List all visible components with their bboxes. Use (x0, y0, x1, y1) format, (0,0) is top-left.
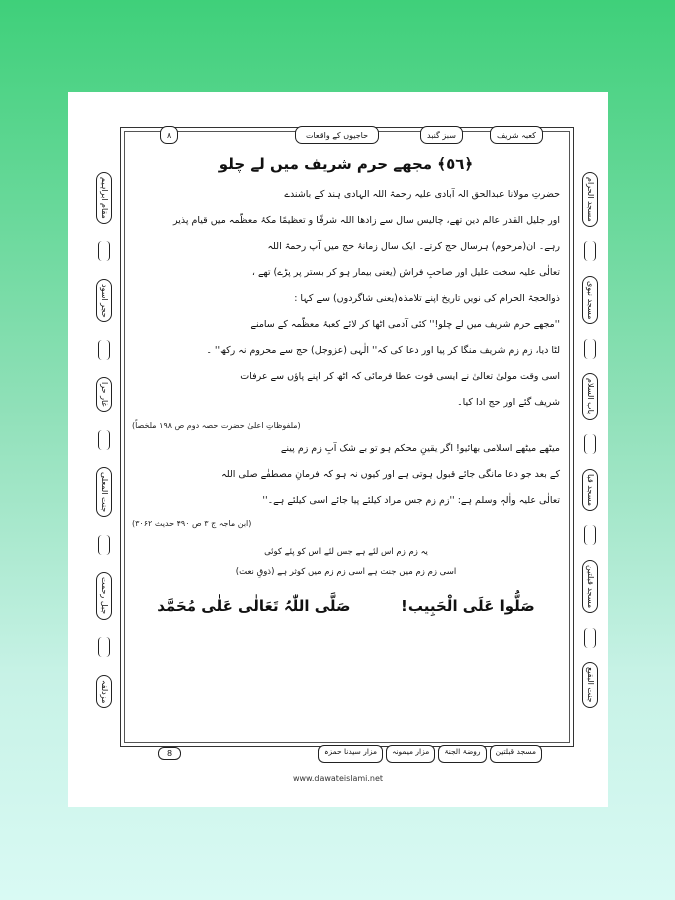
ornament-icon (584, 339, 596, 359)
header-mid-label: سبز گنبد (420, 126, 463, 144)
paragraph-line: تعالٰی علیہ سخت علیل اور صاحبِ فراش (یعنی بیمار ہو کر بستر پر پڑے) تھے ، (251, 267, 560, 278)
poem-line: یہ زم زم اس لئے ہے جس لئے اس کو پئے کوئی (264, 547, 428, 557)
reference-citation: (ملفوظاتِ اعلیٰ حضرت حصہ دوم ص ۱۹۸ ملخصاً) (132, 421, 301, 430)
paragraph-line: ذوالحجۃ الحرام کی نویں تاریخ اپنے تلامذہ(یعنی شاگردوں) سے کہا : (294, 293, 560, 304)
ornament-icon (584, 434, 596, 454)
header-title: حاجیوں کے واقعات (295, 126, 379, 144)
header-page-number: ۸ (160, 126, 178, 144)
ornament-icon (98, 241, 110, 261)
side-label: حجر اسود (96, 279, 112, 323)
article-title: ﴿٥٦﴾ مجھے حرم شریف میں لے چلو (218, 155, 474, 173)
side-label: مسجد قبلتین (582, 560, 598, 613)
side-label: مسجد قبا (582, 469, 598, 511)
paragraph-line: شریف گئے اور حج ادا کیا۔ (457, 397, 560, 408)
reference-citation: (ابن ماجہ ج ۳ ص ۴۹۰ حدیث ۳۰۶۲) (132, 519, 252, 528)
salutation-right: صَلُّوا عَلَی الْحَبِیب! (401, 597, 535, 615)
left-ornament-column (91, 172, 117, 708)
footer-label: روضۃ الجنۃ (438, 745, 486, 763)
header-right-label: کعبہ شریف (490, 126, 543, 144)
page-header (120, 126, 572, 146)
ornament-icon (98, 637, 110, 657)
paragraph-line: میٹھے میٹھے اسلامی بھائیو! اگر یقینِ محکم ہو تو بے شک آبِ زم زم پینے (280, 443, 560, 454)
paragraph-line: رہے۔ ان(مرحوم) ہرسال حج کرتے۔ ایک سال زمانۂ حج میں آپ رحمۃ اللہ (267, 241, 560, 252)
poem-block (132, 542, 560, 582)
side-label: جبل رحمت (96, 572, 112, 619)
footer-label: مزار میمونہ (386, 745, 435, 763)
side-label: جنت المعلی (96, 467, 112, 517)
page-footer (120, 745, 572, 763)
footer-label: مزار سیدنا حمزہ (318, 745, 383, 763)
paragraph-line: تعالٰی علیہ واٰلہٖ وسلم ہے: ''زم زم جس مراد کیلئے پیا جائے اسی کیلئے ہے۔'' (262, 495, 560, 506)
ornament-icon (98, 535, 110, 555)
side-label: باب السلام (582, 373, 598, 419)
ornament-icon (584, 241, 596, 261)
paragraph-line: کے بعد جو دعا مانگی جائے قبول ہوتی ہے اور کیوں نہ ہو کہ فرمانِ مصطفٰے صلی اللہ (221, 469, 560, 480)
paragraph-line: اور جلیل القدر عالم دین تھے، چالیس سال سے زادھا اللہ شرفًا و تعظیمًا مکۂ معظّمہ میں قیام پذیر (172, 215, 560, 226)
page-number: 8 (158, 747, 181, 760)
main-content (132, 152, 560, 712)
side-label: مسجد الحرام (582, 172, 598, 227)
paragraph-line: لٹا دیا، زم زم شریف منگا کر پیا اور دعا کی کہ'' الٰہی (عزوجل) حج سے محروم نہ رکھ'' ۔ (206, 345, 560, 356)
right-ornament-column (577, 172, 603, 708)
document-page (68, 92, 608, 807)
salutation-left: صَلَّی اللّٰہُ تَعَالٰی عَلٰی مُحَمَّد (157, 597, 351, 615)
poem-line: اسی زم زم میں جنت ہے اسی زم زم میں کوثر ہے (ذوقِ نعت) (235, 567, 457, 577)
side-label: مسجد نبوی (582, 276, 598, 324)
website-url: www.dawateislami.net (292, 774, 384, 783)
ornament-icon (98, 340, 110, 360)
salutation-line (132, 592, 560, 620)
ornament-icon (584, 525, 596, 545)
paragraph-line: اسی وقت مولیٰ تعالیٰ نے ایسی قوت عطا فرمائی کہ اٹھ کر اپنے پاؤں سے عرفات (240, 371, 560, 382)
side-label: جنت البقیع (582, 662, 598, 708)
ornament-icon (98, 430, 110, 450)
footer-label: مسجد قبلتین (490, 745, 542, 763)
side-label: مقام ابراہیم (96, 172, 112, 224)
side-label: مزدلفہ (96, 675, 112, 708)
paragraph-line: ''مجھے حرم شریف میں لے چلو!'' کئی آدمی اٹھا کر لائے کعبۂ معظّمہ کے سامنے (250, 319, 560, 330)
paragraph-line: حضرتِ مولانا عبدالحق الہ آبادی علیہ رحمۃ اللہ الہادی ہند کے باشندے (284, 189, 560, 200)
ornament-icon (584, 628, 596, 648)
side-label: غار حرا (96, 377, 112, 412)
